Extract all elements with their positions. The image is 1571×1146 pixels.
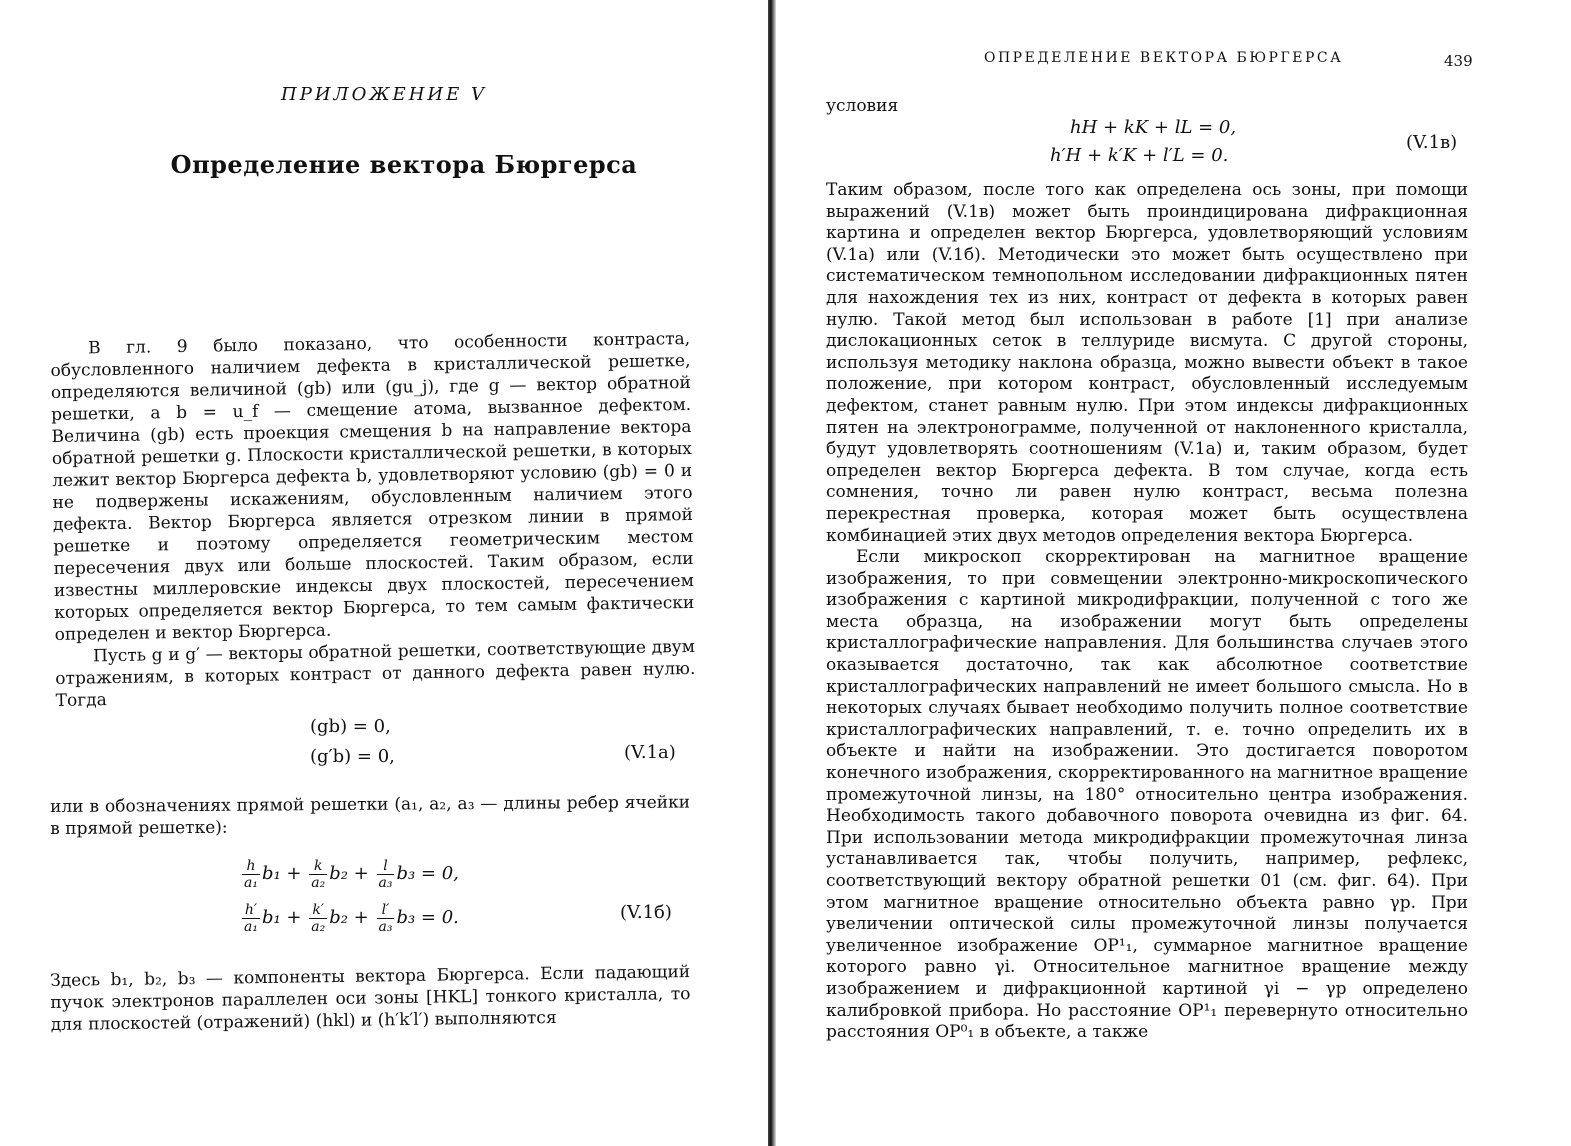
fraction: $\frac{k}{\text{a₂}}$ — [311, 857, 326, 891]
equation-v1v — [1050, 114, 1236, 170]
left-paragraph-block-1 — [50, 328, 696, 712]
fraction: $\frac{l'}{\text{a₃}}$ — [378, 901, 393, 935]
fraction: $\frac{h}{\text{a₁}}$ — [244, 857, 258, 891]
appendix-label: ПРИЛОЖЕНИЕ V — [281, 84, 487, 105]
book-spine — [768, 0, 776, 1146]
equation-v1a-line2: (g′b) = 0, — [310, 746, 395, 767]
equation-v1a — [310, 712, 395, 772]
right-paragraph-2: Если микроскоп скорректирован на магнитное вращение изображения, то при совмещении электронно-микроскопического изображения с картиной микродифракции, полученной с того же места образца, на изображении могут быть определены кристаллографические направления. Для большинства случаев этого оказывается достаточно, так как абсолютное соответствие кристаллографических направлений не имеет большого смысла. Но в некоторых случаях бывает необходимо получить полное соответствие кристаллографических направлений, т. е. точно определить их в объекте и найти на изображении. Это достигается поворотом конечного изображения, скорректированного на магнитное вращение промежуточной линзы, на 180° относительно центра изображения. Необходимость такого добавочного поворота очевидна из фиг. 64. При использовании метода микродифракции промежуточная линза устанавливается так, чтобы получить, например, рефлекс, соответствующий вектору обратной решетки 01 (см. фиг. 64). При этом магнитное вращение относительно объекта равно γp. При увеличении оптической силы промежуточной линзы получается увеличенное изображение OP¹₁, суммарное магнитное вращение которого равно γi. Относительное магнитное вращение между изображением и дифракционной картиной γi − γp определено калибровкой прибора. Но расстояние OP¹₁ перевернуто относительно расстояния OP⁰₁ в объекте, а также — [826, 547, 1468, 1043]
page-number: 439 — [1444, 52, 1473, 70]
left-paragraph-3: или в обозначениях прямой решетки (a₁, a₂, a₃ — длины ребер ячейки в прямой решетке): — [50, 792, 691, 839]
left-paragraph-2: Пусть g и g′ — векторы обратной решетки, соответствующие двум отражениям, в которых контраст от данного дефекта равен нулю. Тогда — [55, 636, 696, 711]
lead-word: условия — [826, 96, 899, 116]
left-paragraph-block-3 — [50, 961, 691, 1036]
fraction: $\frac{k'}{\text{a₂}}$ — [311, 901, 326, 935]
equation-v1v-number: (V.1в) — [1406, 132, 1458, 153]
right-paragraph-1: Таким образом, после того как определена ось зоны, при помощи выражений (V.1в) может быть проиндицирована дифракционная картина и определен вектор Бюргерса, удовлетворяющий условиям (V.1a) или (V.1б). Методически это может быть осуществлено при систематическом темнопольном исследовании дифракционных пятен для нахождения тех из них, контраст от дефекта в которых равен нулю. Такой метод был использован в работе [1] при анализе дислокационных сеток в теллуриде висмута. С другой стороны, используя методику наклона образца, можно вывести объект в такое положение, при котором контраст, обусловленный исследуемым дефектом, станет равным нулю. При этом индексы дифракционных пятен на электронограмме, полученной от наклоненного кристалла, будут удовлетворять соотношениям (V.1a) и, таким образом, будет определен вектор Бюргерса дефекта. В том случае, когда есть сомнения, точно ли равен нулю контраст, весьма полезна перекрестная проверка, которая может быть осуществлена комбинацией этих двух методов определения вектора Бюргерса. — [826, 180, 1468, 546]
equation-v1b-number: (V.1б) — [620, 902, 672, 923]
equation-v1v-line1: hH + kK + lL = 0, — [1070, 117, 1237, 138]
left-paragraph-4: Здесь b₁, b₂, b₃ — компоненты вектора Бюргерса. Если падающий пучок электронов параллелен оси зоны [HKL] тонкого кристалла, то для плоскостей (отражений) (hkl) и (h′k′l′) выполняются — [50, 962, 691, 1035]
left-paragraph-1: В гл. 9 было показано, что особенности контраста, обусловленного наличием дефекта в кристаллической решетке, определяются величиной (gb) или (gu_j), где g — вектор обратной решетки, а b = u_f — смещение атома, вызванное дефектом. Величина (gb) есть проекция смещения b на направление вектора обратной решетки g. Плоскости кристаллической решетки, в которых лежит вектор Бюргерса дефекта b, удовлетворяют условию (gb) = 0 и не подвержены искажениям, обусловленным наличием этого дефекта. Вектор Бюргерса является отрезком линии в прямой решетке и поэтому определяется геометрическим местом пересечения двух или больше плоскостей. Таким образом, если известны миллеровские индексы двух плоскостей, пересечением которых определяется вектор Бюргерса, то тем самым фактически определен и вектор Бюргерса. — [50, 328, 695, 645]
right-paragraph-block — [826, 180, 1468, 1044]
left-paragraph-block-2 — [50, 792, 690, 840]
page-title: Определение вектора Бюргерса — [170, 150, 638, 179]
fraction: $\frac{h'}{\text{a₁}}$ — [244, 901, 258, 935]
running-header: ОПРЕДЕЛЕНИЕ ВЕКТОРА БЮРГЕРСА — [984, 50, 1344, 66]
fraction: $\frac{l}{\text{a₃}}$ — [378, 857, 393, 891]
equation-v1a-line1: (gb) = 0, — [310, 716, 391, 737]
equation-v1a-number: (V.1a) — [624, 742, 676, 763]
equation-v1b-line2: $\frac{h'}{\text{a₁}}$ b₁ + $\frac{k'}{\text{a₂}}$ b₂ + $\frac{l'}{\text{a₃}}$ b₃ = 0. — [244, 901, 459, 935]
equation-v1v-line2: h′H + k′K + l′L = 0. — [1050, 145, 1229, 166]
equation-v1b-line1: $\frac{h}{\text{a₁}}$ b₁ + $\frac{k}{\text{a₂}}$ b₂ + $\frac{l}{\text{a₃}}$ b₃ = 0, — [244, 857, 459, 891]
equation-v1b — [240, 852, 459, 940]
left-page — [0, 0, 768, 1146]
